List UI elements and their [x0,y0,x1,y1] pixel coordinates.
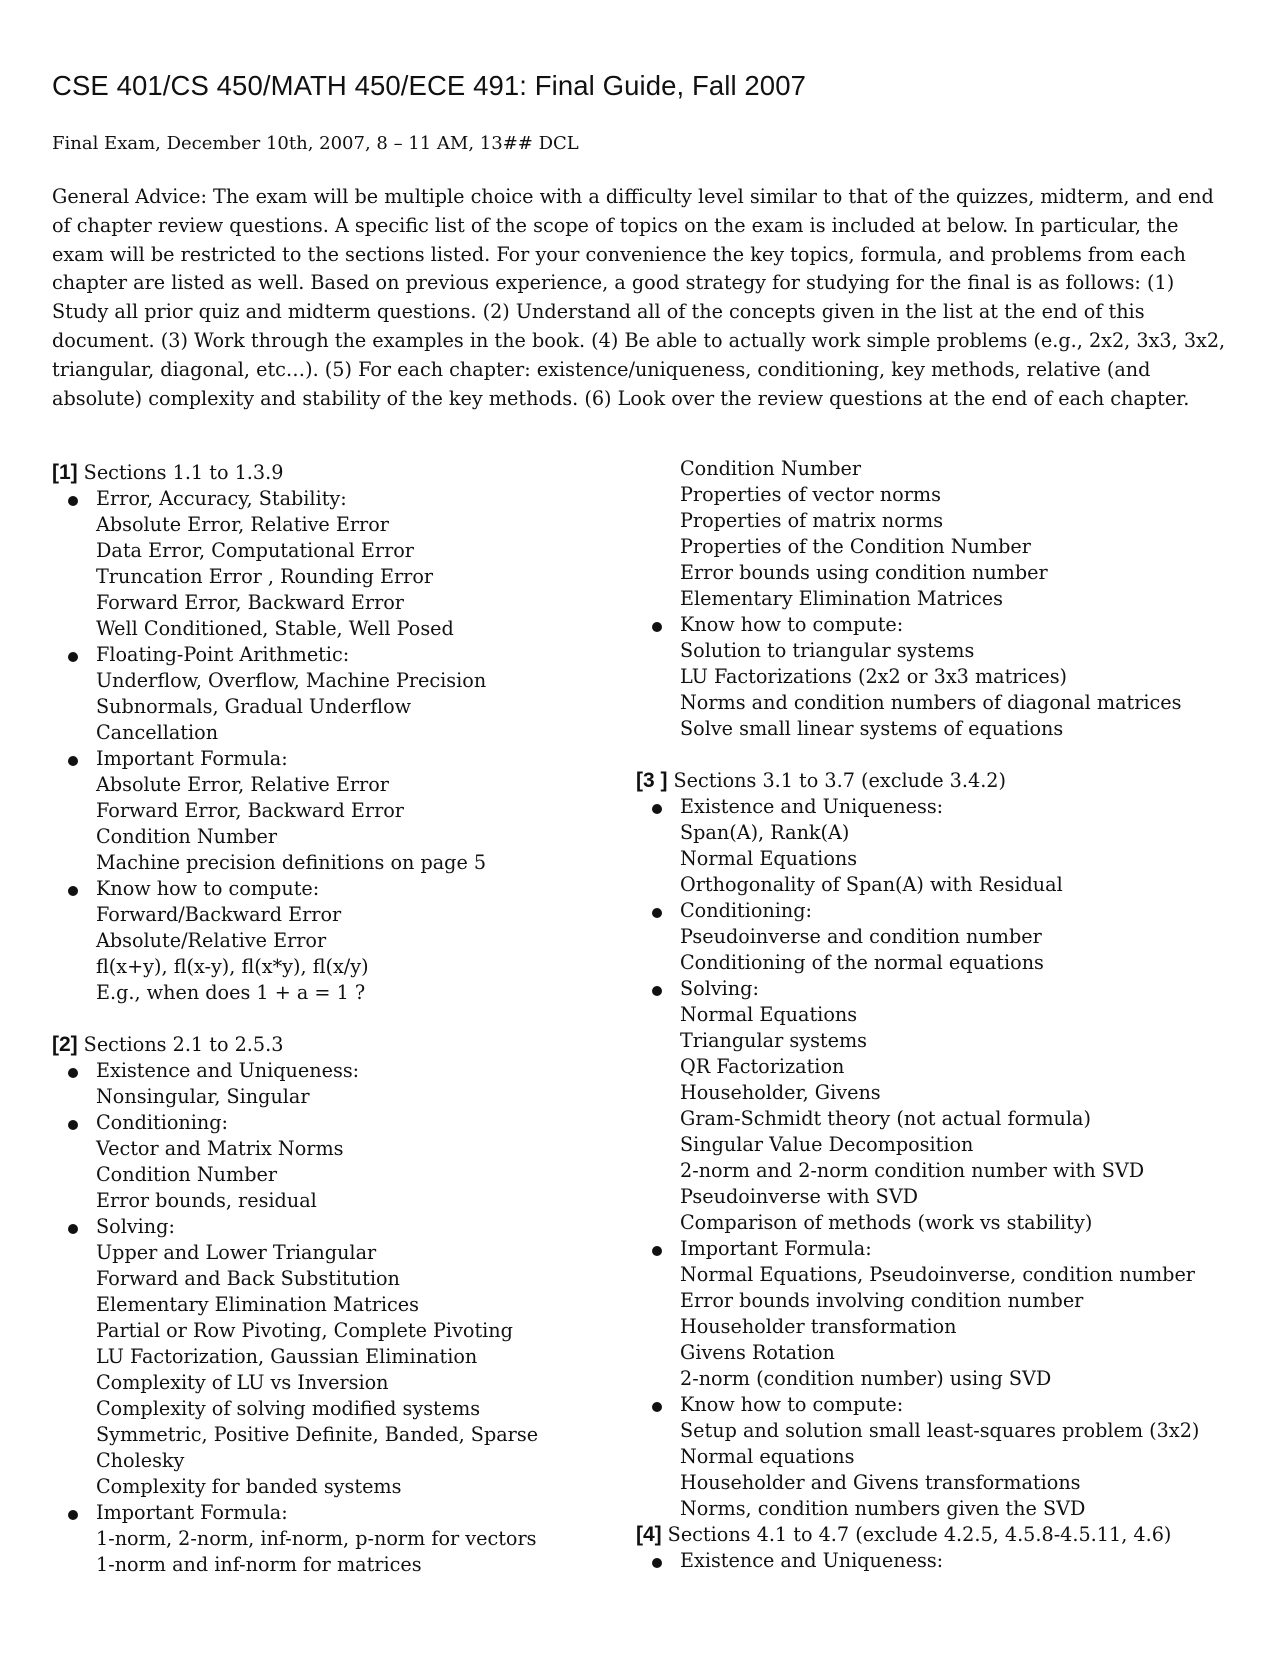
topic-item: Symmetric, Positive Definite, Banded, Sparse [96,1423,539,1446]
bullet-label: Existence and Uniqueness: [680,1549,944,1572]
bullet-heading [52,876,612,902]
spacer [52,1006,612,1032]
topic-item: Forward Error, Backward Error [96,799,404,822]
topic-item: Well Conditioned, Stable, Well Posed [96,617,454,640]
section-1 [52,460,612,1006]
section-2 [52,1032,612,1578]
topic-item: Vector and Matrix Norms [96,1137,344,1160]
topic-group [636,1548,1246,1574]
document-title: CSE 401/CS 450/MATH 450/ECE 491: Final Guide, Fall 2007 [52,70,806,101]
section-title: Sections 1.1 to 1.3.9 [83,461,284,484]
bullet-heading [636,976,1246,1002]
right-column [636,456,1246,1574]
topic-item: 1-norm, 2-norm, inf-norm, p-norm for vectors [96,1527,537,1550]
topic-item: Properties of vector norms [680,483,941,506]
bullet-icon [652,1246,662,1256]
topic-item: Forward and Back Substitution [96,1267,400,1290]
topic-item: Data Error, Computational Error [96,539,414,562]
bullet-heading [52,1110,612,1136]
topic-group [52,642,612,746]
bullet-heading [52,746,612,772]
topic-item: Solution to triangular systems [680,639,975,662]
topic-group [52,486,612,642]
topic-item: Forward/Backward Error [96,903,342,926]
topic-item: 2-norm (condition number) using SVD [680,1367,1052,1390]
topic-item: Error bounds involving condition number [680,1289,1084,1312]
bullet-label: Error, Accuracy, Stability: [96,487,347,510]
topic-group [636,794,1246,898]
topic-item: Normal Equations, Pseudoinverse, condition number [680,1263,1195,1286]
bullet-label: Conditioning: [680,899,813,922]
topic-group [52,1500,612,1578]
bullet-heading [52,1058,612,1084]
topic-item: Comparison of methods (work vs stability) [680,1211,1093,1234]
topic-item: Solve small linear systems of equations [680,717,1064,740]
bullet-heading [636,612,1246,638]
topic-item: Cancellation [96,721,219,744]
section-heading [636,768,1246,794]
bullet-label: Know how to compute: [680,613,904,636]
topic-group [636,612,1246,742]
bullet-icon [68,652,78,662]
topic-item: QR Factorization [680,1055,845,1078]
topic-item: Condition Number [680,457,862,480]
bullet-label: Know how to compute: [680,1393,904,1416]
bullet-icon [68,496,78,506]
topic-group [636,1392,1246,1522]
topic-item: LU Factorizations (2x2 or 3x3 matrices) [680,665,1068,688]
topic-item: Normal equations [680,1445,855,1468]
bullet-icon [652,622,662,632]
topic-item: Triangular systems [680,1029,868,1052]
bullet-label: Important Formula: [96,747,288,770]
topic-item: fl(x+y), fl(x-y), fl(x*y), fl(x/y) [96,955,369,978]
topic-item: Partial or Row Pivoting, Complete Pivoting [96,1319,513,1342]
section-2-continued [636,456,1246,742]
topic-group [636,898,1246,976]
left-column [52,460,612,1578]
topic-item: Error bounds, residual [96,1189,317,1212]
topic-item: LU Factorization, Gaussian Elimination [96,1345,478,1368]
bullet-heading [636,1236,1246,1262]
topic-item: Elementary Elimination Matrices [96,1293,419,1316]
bullet-icon [68,1120,78,1130]
bullet-heading [636,1392,1246,1418]
spacer [636,742,1246,768]
bullet-heading [52,486,612,512]
topic-item: Orthogonality of Span(A) with Residual [680,873,1063,896]
section-title: Sections 2.1 to 2.5.3 [83,1033,284,1056]
topic-item: Properties of the Condition Number [680,535,1031,558]
section-number: [3 ] [636,769,668,792]
bullet-icon [652,804,662,814]
topic-item: Span(A), Rank(A) [680,821,850,844]
topic-item: Householder and Givens transformations [680,1471,1081,1494]
bullet-icon [68,886,78,896]
topic-item: Forward Error, Backward Error [96,591,404,614]
bullet-heading [636,898,1246,924]
bullet-icon [68,756,78,766]
bullet-label: Existence and Uniqueness: [680,795,944,818]
topic-item: Pseudoinverse and condition number [680,925,1042,948]
section-3 [636,768,1246,1522]
topic-item: Underflow, Overflow, Machine Precision [96,669,487,692]
topic-group [52,746,612,876]
topic-item: Truncation Error , Rounding Error [96,565,434,588]
bullet-icon [652,986,662,996]
topic-item: Complexity of solving modified systems [96,1397,481,1420]
topic-group [52,876,612,1006]
bullet-label: Know how to compute: [96,877,320,900]
topic-item: Condition Number [96,825,278,848]
topic-group [52,1058,612,1110]
topic-item: Givens Rotation [680,1341,835,1364]
topic-item: Nonsingular, Singular [96,1085,310,1108]
section-heading [52,460,612,486]
bullet-icon [652,1402,662,1412]
topic-item: Complexity of LU vs Inversion [96,1371,389,1394]
bullet-label: Solving: [96,1215,175,1238]
topic-item: Norms and condition numbers of diagonal matrices [680,691,1182,714]
bullet-heading [636,1548,1246,1574]
topic-item: Pseudoinverse with SVD [680,1185,919,1208]
bullet-heading [52,1500,612,1526]
topic-item: Singular Value Decomposition [680,1133,974,1156]
topic-item: Setup and solution small least-squares problem (3x2) [680,1419,1200,1442]
bullet-label: Existence and Uniqueness: [96,1059,360,1082]
section-title: Sections 3.1 to 3.7 (exclude 3.4.2) [673,769,1006,792]
bullet-label: Important Formula: [96,1501,288,1524]
topic-item: Householder, Givens [680,1081,881,1104]
topic-group [636,1236,1246,1392]
topic-group [52,1110,612,1214]
bullet-heading [636,794,1246,820]
topic-item: Subnormals, Gradual Underflow [96,695,412,718]
section-number: [4] [636,1523,662,1546]
general-advice-paragraph: General Advice: The exam will be multiple choice with a difficulty level similar to that of the quizzes, midterm, and end of chapter review questions. A specific list of the scope of topics on the exam is included at below. In particular, the exam will be restricted to the sections listed. For your convenience the key topics, formula, and problems from each chapter are listed as well. Based on previous experience, a good strategy for studying for the final is as follows: (1) Study all prior quiz and midterm questions. (2) Understand all of the concepts given in the list at the end of this document. (3) Work through the examples in the book. (4) Be able to actually work simple problems (e.g., 2x2, 3x3, 3x2, triangular, diagonal, etc…). (5) For each chapter: existence/uniqueness, conditioning, key methods, relative (and absolute) complexity and stability of the key methods. (6) Look over the review questions at the end of each chapter. [52,185,1226,410]
bullet-icon [652,1558,662,1568]
section-4 [636,1522,1246,1574]
bullet-icon [68,1068,78,1078]
section-heading [52,1032,612,1058]
topic-item: Conditioning of the normal equations [680,951,1044,974]
section-heading [636,1522,1246,1548]
bullet-heading [52,1214,612,1240]
topic-item: Absolute/Relative Error [96,929,327,952]
topic-item: Properties of matrix norms [680,509,944,532]
topic-item: Normal Equations [680,847,858,870]
topic-item: Error bounds using condition number [680,561,1048,584]
bullet-icon [68,1510,78,1520]
bullet-label: Conditioning: [96,1111,229,1134]
topic-item: Cholesky [96,1449,185,1472]
topic-item: Upper and Lower Triangular [96,1241,377,1264]
topic-item: Complexity for banded systems [96,1475,402,1498]
bullet-label: Solving: [680,977,759,1000]
topic-item: 2-norm and 2-norm condition number with SVD [680,1159,1145,1182]
bullet-icon [68,1224,78,1234]
topic-group [636,976,1246,1236]
topic-item: Normal Equations [680,1003,858,1026]
topic-item: Absolute Error, Relative Error [96,513,389,536]
topic-item: Norms, condition numbers given the SVD [680,1497,1086,1520]
bullet-label: Floating-Point Arithmetic: [96,643,350,666]
topic-item: 1-norm and inf-norm for matrices [96,1553,422,1576]
topic-item: Machine precision definitions on page 5 [96,851,487,874]
bullet-heading [52,642,612,668]
topic-item: Condition Number [96,1163,278,1186]
exam-details: Final Exam, December 10th, 2007, 8 – 11 AM, 13## DCL [52,133,579,154]
topic-item: Gram-Schmidt theory (not actual formula) [680,1107,1091,1130]
section-title: Sections 4.1 to 4.7 (exclude 4.2.5, 4.5.8-4.5.11, 4.6) [667,1523,1172,1546]
bullet-label: Important Formula: [680,1237,872,1260]
topic-item: E.g., when does 1 + a = 1 ? [96,981,366,1004]
topic-item: Elementary Elimination Matrices [680,587,1003,610]
topic-item: Householder transformation [680,1315,957,1338]
bullet-icon [652,908,662,918]
topic-item: Absolute Error, Relative Error [96,773,389,796]
section-number: [1] [52,461,78,484]
topic-group [52,1214,612,1500]
section-number: [2] [52,1033,78,1056]
